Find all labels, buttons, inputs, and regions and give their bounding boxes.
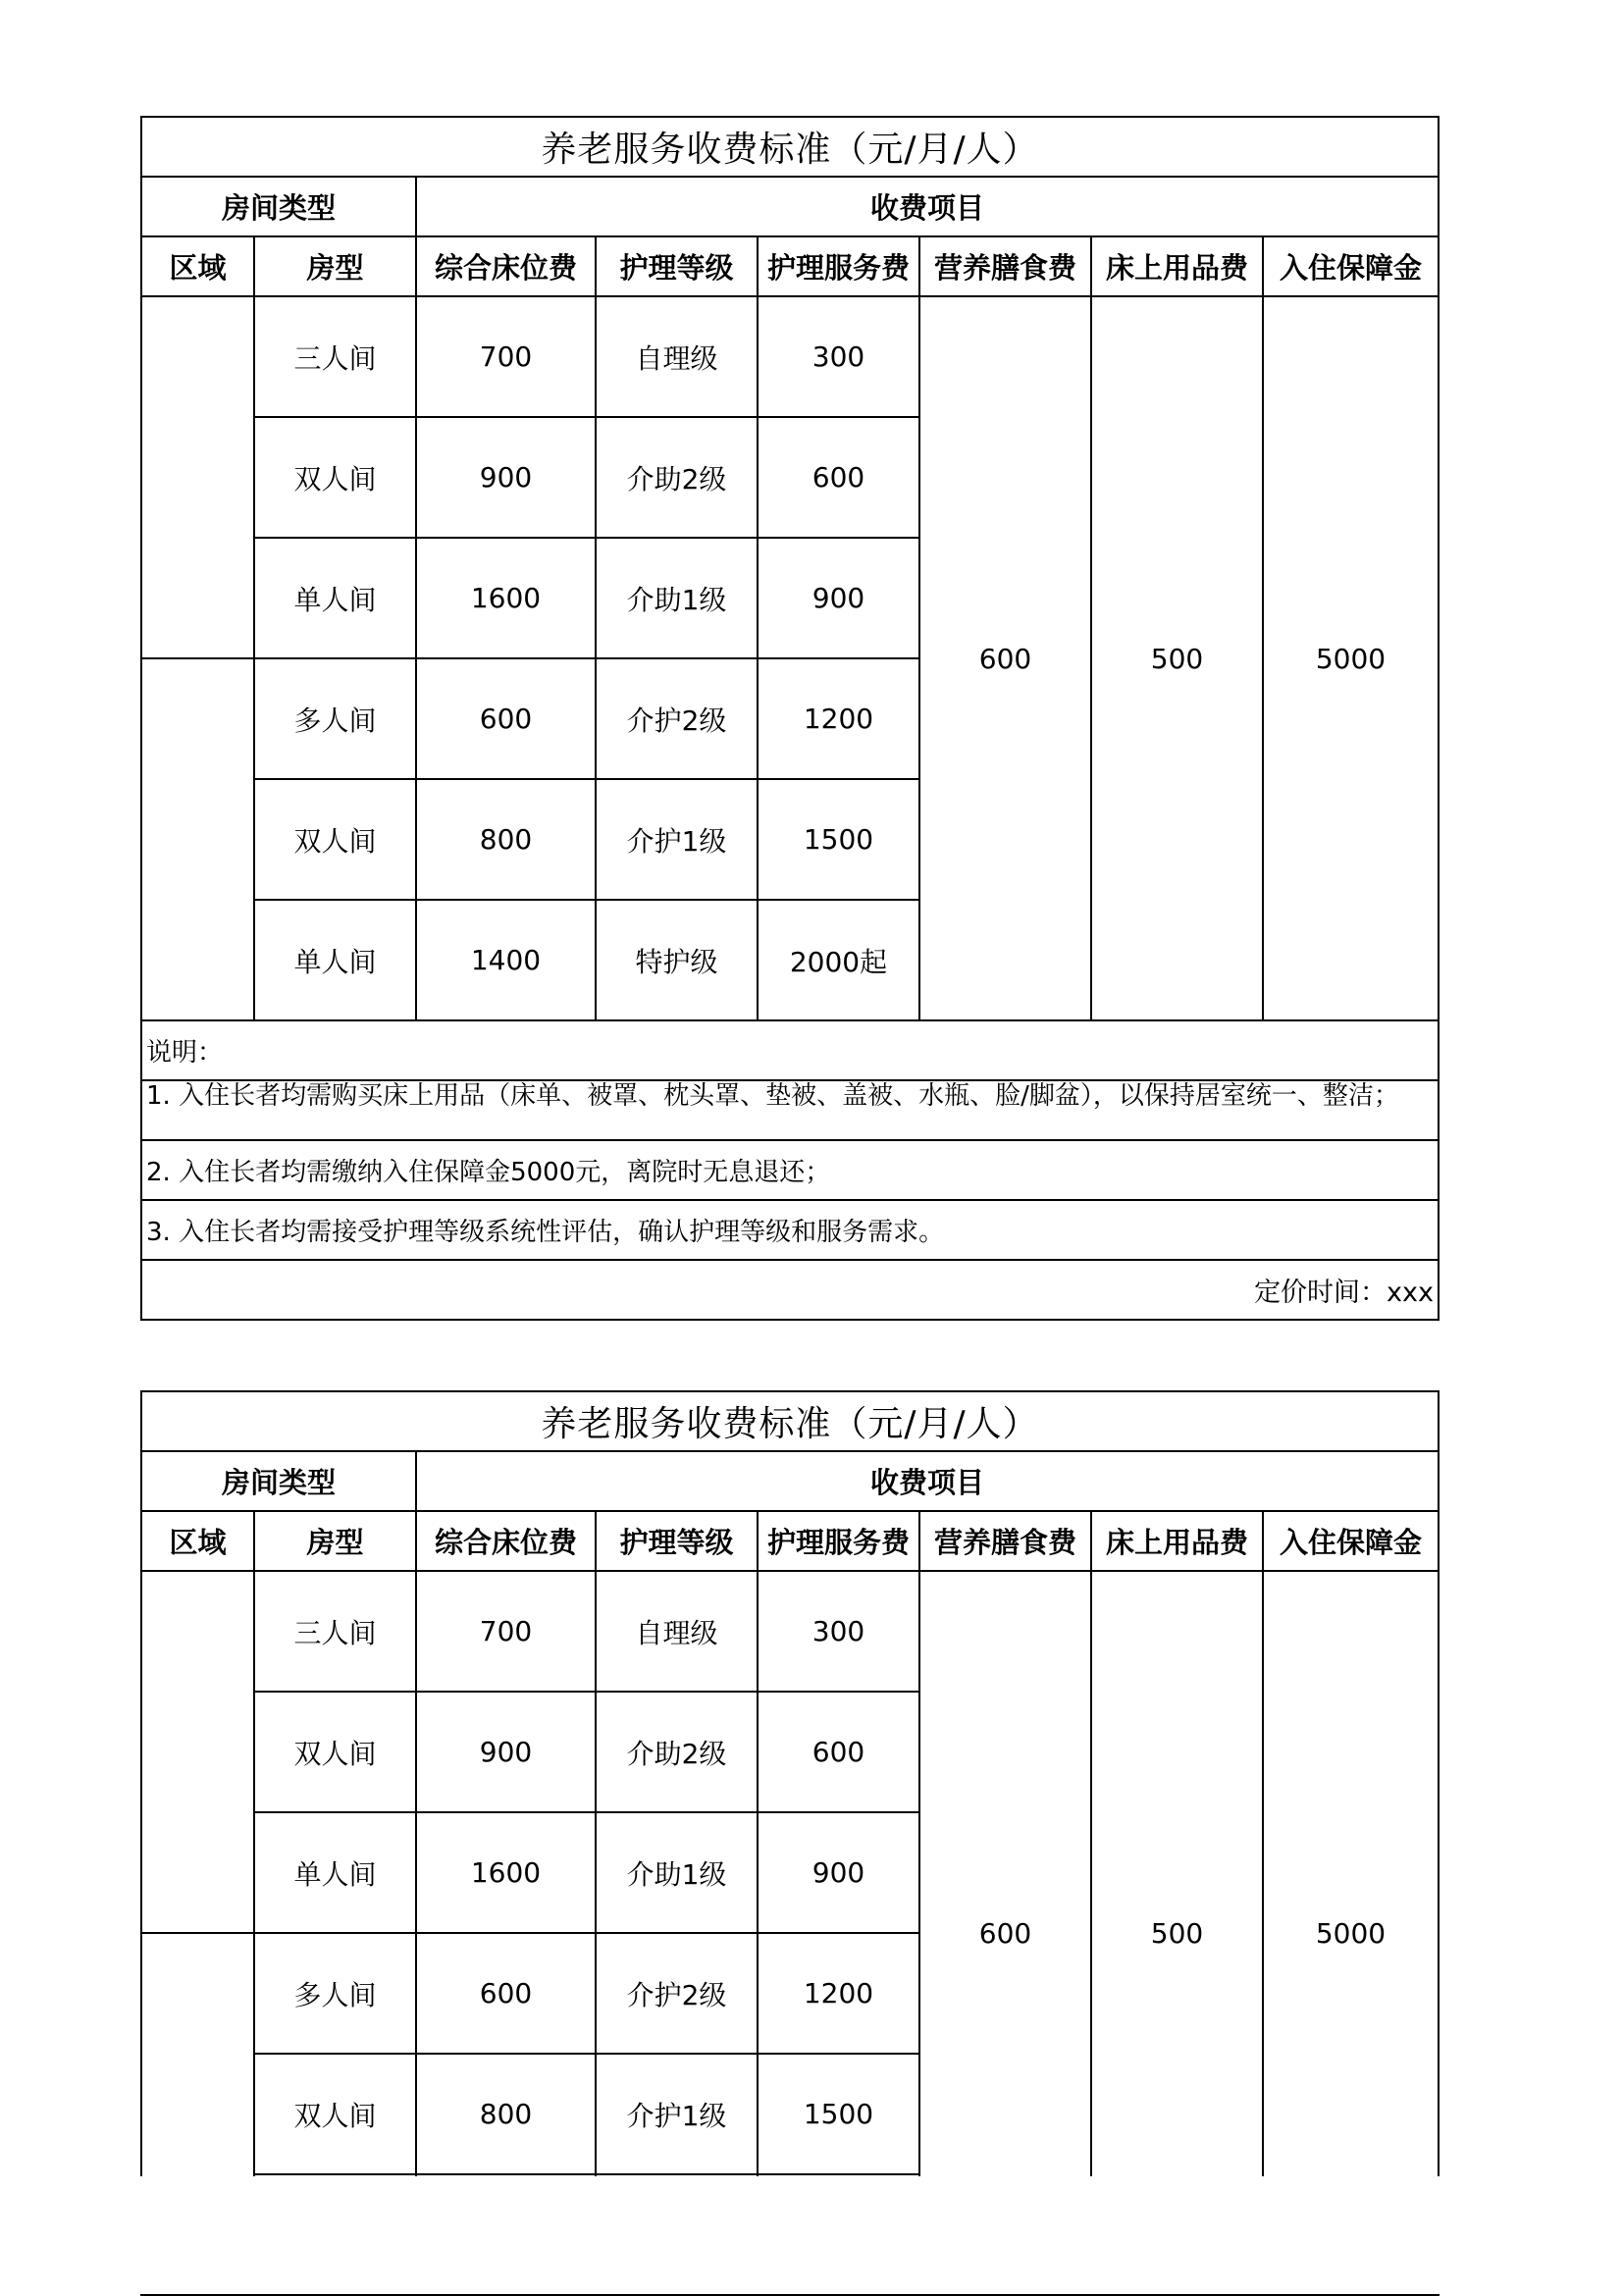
- bed-fee-cell: 1600: [416, 538, 596, 658]
- room-cell: 双人间: [254, 417, 416, 538]
- care-fee-cell: 600: [758, 1692, 919, 1812]
- room-cell: 三人间: [254, 296, 416, 417]
- header-care-level: 护理等级: [596, 1511, 758, 1571]
- header-care-fee: 护理服务费: [758, 1511, 919, 1571]
- care-fee-cell: 900: [758, 538, 919, 658]
- note-1: 1. 入住长者均需购买床上用品（床单、被罩、枕头罩、垫被、盖被、水瓶、脸/脚盆），以保持居室统一、整洁；: [141, 1080, 1439, 1140]
- region-cell: [141, 296, 254, 658]
- fee-table-1: [140, 116, 1440, 1321]
- room-cell: 单人间: [254, 538, 416, 658]
- region-cell: [141, 1571, 254, 1933]
- care-fee-cell: 2000起: [758, 900, 919, 1020]
- care-level-cell: 自理级: [596, 296, 758, 417]
- table-title: 养老服务收费标准（元/月/人）: [141, 1391, 1439, 1451]
- header-region: 区域: [141, 236, 254, 296]
- care-level-cell: 介助1级: [596, 1812, 758, 1933]
- deposit-cell: 5000: [1263, 296, 1439, 1020]
- bed-fee-cell: 900: [416, 1692, 596, 1812]
- care-fee-cell: 1200: [758, 658, 919, 779]
- bed-fee-cell: 1600: [416, 1812, 596, 1933]
- meal-fee-cell: 600: [919, 296, 1091, 1020]
- pricing-time: 定价时间：xxx: [141, 1260, 1439, 1320]
- header-deposit: 入住保障金: [1263, 1511, 1439, 1571]
- header-fee-items: 收费项目: [416, 177, 1439, 236]
- header-care-level: 护理等级: [596, 236, 758, 296]
- room-cell: 单人间: [254, 1812, 416, 1933]
- bed-fee-cell: 800: [416, 2054, 596, 2174]
- bed-fee-cell: 900: [416, 417, 596, 538]
- header-bedding-fee: 床上用品费: [1091, 236, 1263, 296]
- header-bed-fee: 综合床位费: [416, 1511, 596, 1571]
- meal-fee-cell: 600: [919, 1571, 1091, 2295]
- header-meal-fee: 营养膳食费: [919, 236, 1091, 296]
- table-row: [141, 296, 1439, 417]
- room-cell: 双人间: [254, 1692, 416, 1812]
- header-room-type: 房间类型: [141, 1451, 416, 1511]
- table-row: [141, 1571, 1439, 1692]
- bed-fee-cell: 600: [416, 1933, 596, 2054]
- care-level-cell: 介助2级: [596, 417, 758, 538]
- care-level-cell: 介护2级: [596, 1933, 758, 2054]
- header-region: 区域: [141, 1511, 254, 1571]
- notes-heading: 说明：: [141, 1020, 1439, 1080]
- room-cell: 三人间: [254, 1571, 416, 1692]
- care-level-cell: 介护2级: [596, 658, 758, 779]
- care-level-cell: 特护级: [596, 900, 758, 1020]
- bed-fee-cell: 600: [416, 658, 596, 779]
- room-cell: 多人间: [254, 658, 416, 779]
- care-level-cell: 介护1级: [596, 779, 758, 900]
- header-room: 房型: [254, 1511, 416, 1571]
- region-cell: [141, 658, 254, 1020]
- header-bed-fee: 综合床位费: [416, 236, 596, 296]
- room-cell: 多人间: [254, 1933, 416, 2054]
- header-care-fee: 护理服务费: [758, 236, 919, 296]
- care-level-cell: 介助1级: [596, 538, 758, 658]
- bed-fee-cell: 700: [416, 1571, 596, 1692]
- table-title: 养老服务收费标准（元/月/人）: [141, 117, 1439, 177]
- care-fee-cell: 1500: [758, 2054, 919, 2174]
- bed-fee-cell: 800: [416, 779, 596, 900]
- header-meal-fee: 营养膳食费: [919, 1511, 1091, 1571]
- bed-fee-cell: 700: [416, 296, 596, 417]
- care-fee-cell: 300: [758, 296, 919, 417]
- care-fee-cell: 1500: [758, 779, 919, 900]
- room-cell: 单人间: [254, 900, 416, 1020]
- header-room: 房型: [254, 236, 416, 296]
- care-fee-cell: 300: [758, 1571, 919, 1692]
- header-deposit: 入住保障金: [1263, 236, 1439, 296]
- fee-table-2: [140, 1390, 1440, 2296]
- care-fee-cell: 900: [758, 1812, 919, 1933]
- care-fee-cell: 1200: [758, 1933, 919, 2054]
- care-fee-cell: 600: [758, 417, 919, 538]
- bedding-fee-cell: 500: [1091, 296, 1263, 1020]
- care-level-cell: 自理级: [596, 1571, 758, 1692]
- deposit-cell: 5000: [1263, 1571, 1439, 2295]
- room-cell: 双人间: [254, 779, 416, 900]
- care-level-cell: 介助2级: [596, 1692, 758, 1812]
- note-2: 2. 入住长者均需缴纳入住保障金5000元，离院时无息退还；: [141, 1140, 1439, 1200]
- bedding-fee-cell: 500: [1091, 1571, 1263, 2295]
- bed-fee-cell: 1400: [416, 900, 596, 1020]
- header-room-type: 房间类型: [141, 177, 416, 236]
- page-bottom-cutoff: [0, 2176, 1623, 2294]
- care-level-cell: 介护1级: [596, 2054, 758, 2174]
- room-cell: 双人间: [254, 2054, 416, 2174]
- note-3: 3. 入住长者均需接受护理等级系统性评估，确认护理等级和服务需求。: [141, 1200, 1439, 1260]
- header-bedding-fee: 床上用品费: [1091, 1511, 1263, 1571]
- header-fee-items: 收费项目: [416, 1451, 1439, 1511]
